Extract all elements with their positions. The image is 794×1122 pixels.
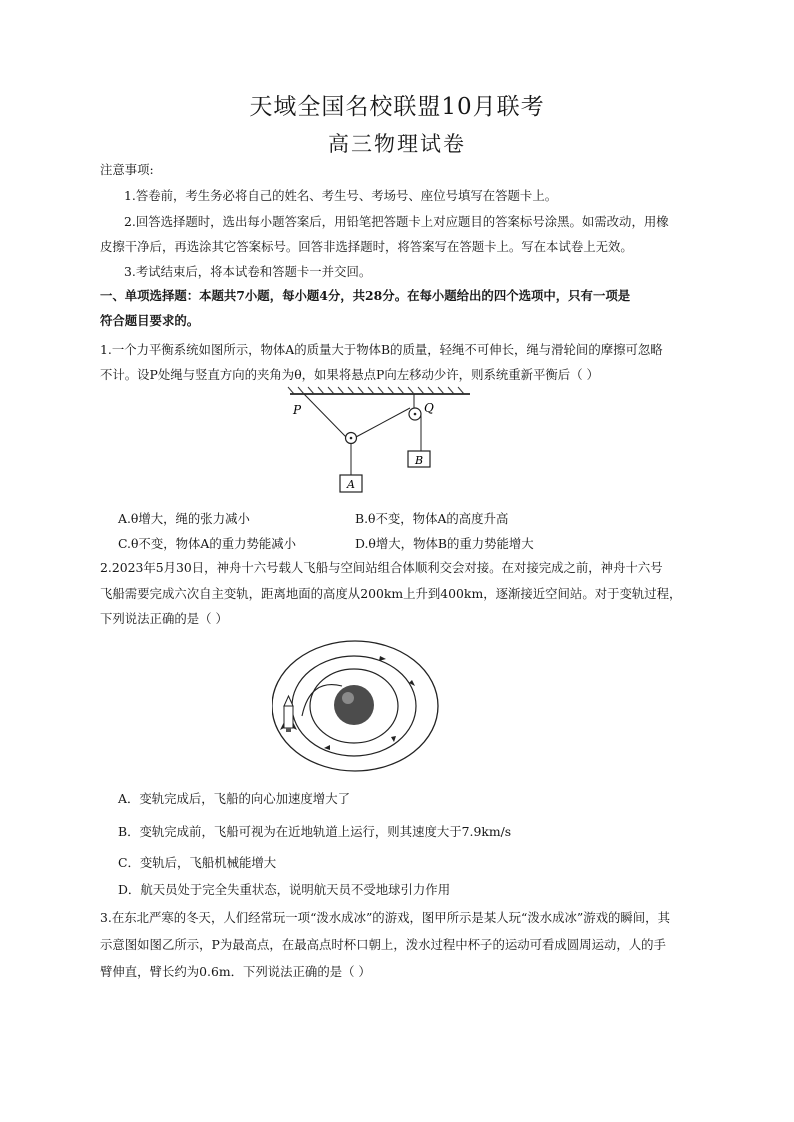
q2-stem-line2: 飞船需要完成六次自主变轨，距离地面的高度从200km上升到400km，逐渐接近空间站。对于变轨过程， xyxy=(100,586,682,601)
notice-item-2: 2.回答选择题时，选出每小题答案后，用铅笔把答题卡上对应题目的答案标号涂黑。如需改动，用橡 xyxy=(124,214,669,229)
notice-item-3: 3.考试结束后，将本试卷和答题卡一并交回。 xyxy=(124,264,372,279)
q1-option-b: B.θ不变，物体A的高度升高 xyxy=(355,511,509,526)
q1-option-d: D.θ增大，物体B的重力势能增大 xyxy=(355,536,534,551)
q3-stem-line3: 臂伸直，臂长约为0.6m．下列说法正确的是（ ） xyxy=(100,964,371,979)
label-b: B xyxy=(415,454,424,467)
q3-stem-line2: 示意图如图乙所示，P为最高点，在最高点时杯口朝上，泼水过程中杯子的运动可看成圆周运动，人的手 xyxy=(100,937,666,952)
q2-stem-line1: 2.2023年5月30日，神舟十六号载人飞船与空间站组合体顺利交会对接。在对接完成之前，神舟十六号 xyxy=(100,560,663,575)
q1-option-a: A.θ增大，绳的张力减小 xyxy=(118,511,250,526)
q2-stem-line3: 下列说法正确的是（ ） xyxy=(100,611,228,626)
q2-option-c: C．变轨后，飞船机械能增大 xyxy=(118,855,277,870)
spaceship-icon xyxy=(280,696,297,732)
notice-item-2-cont: 皮擦干净后，再选涂其它答案标号。回答非选择题时，将答案写在答题卡上。写在本试卷上无效。 xyxy=(100,239,633,254)
label-p: P xyxy=(293,403,302,417)
notice-heading: 注意事项: xyxy=(100,162,154,177)
q1-pulley-figure xyxy=(280,386,480,500)
exam-title: 天域全国名校联盟10月联考 xyxy=(249,94,545,120)
q3-stem-line1: 3.在东北严寒的冬天，人们经常玩一项“泼水成冰”的游戏，图甲所示是某人玩“泼水成冰”游戏的瞬间，其 xyxy=(100,910,670,925)
section-heading-line2: 符合题目要求的。 xyxy=(100,313,200,328)
label-a: A xyxy=(347,478,355,491)
section-heading-line1: 一、单项选择题：本题共7小题，每小题4分，共28分。在每小题给出的四个选项中，只有一项是 xyxy=(100,288,631,303)
q2-option-b: B．变轨完成前，飞船可视为在近地轨道上运行，则其速度大于7.9km/s xyxy=(118,824,512,839)
q2-orbit-figure xyxy=(272,638,452,790)
q1-option-c: C.θ不变，物体A的重力势能减小 xyxy=(118,536,297,551)
q2-option-d: D．航天员处于完全失重状态，说明航天员不受地球引力作用 xyxy=(118,882,451,897)
label-q: Q xyxy=(424,401,434,415)
q2-option-a: A．变轨完成后，飞船的向心加速度增大了 xyxy=(118,791,350,806)
q1-stem-line1: 1.一个力平衡系统如图所示，物体A的质量大于物体B的质量，轻绳不可伸长，绳与滑轮间的摩擦可忽略 xyxy=(100,342,663,357)
notice-item-1: 1.答卷前，考生务必将自己的姓名、考生号、考场号、座位号填写在答题卡上。 xyxy=(124,188,558,203)
q1-stem-line2: 不计。设P处绳与竖直方向的夹角为θ，如果将悬点P向左移动少许，则系统重新平衡后（ ） xyxy=(100,367,599,382)
exam-subtitle: 高三物理试卷 xyxy=(328,132,466,156)
